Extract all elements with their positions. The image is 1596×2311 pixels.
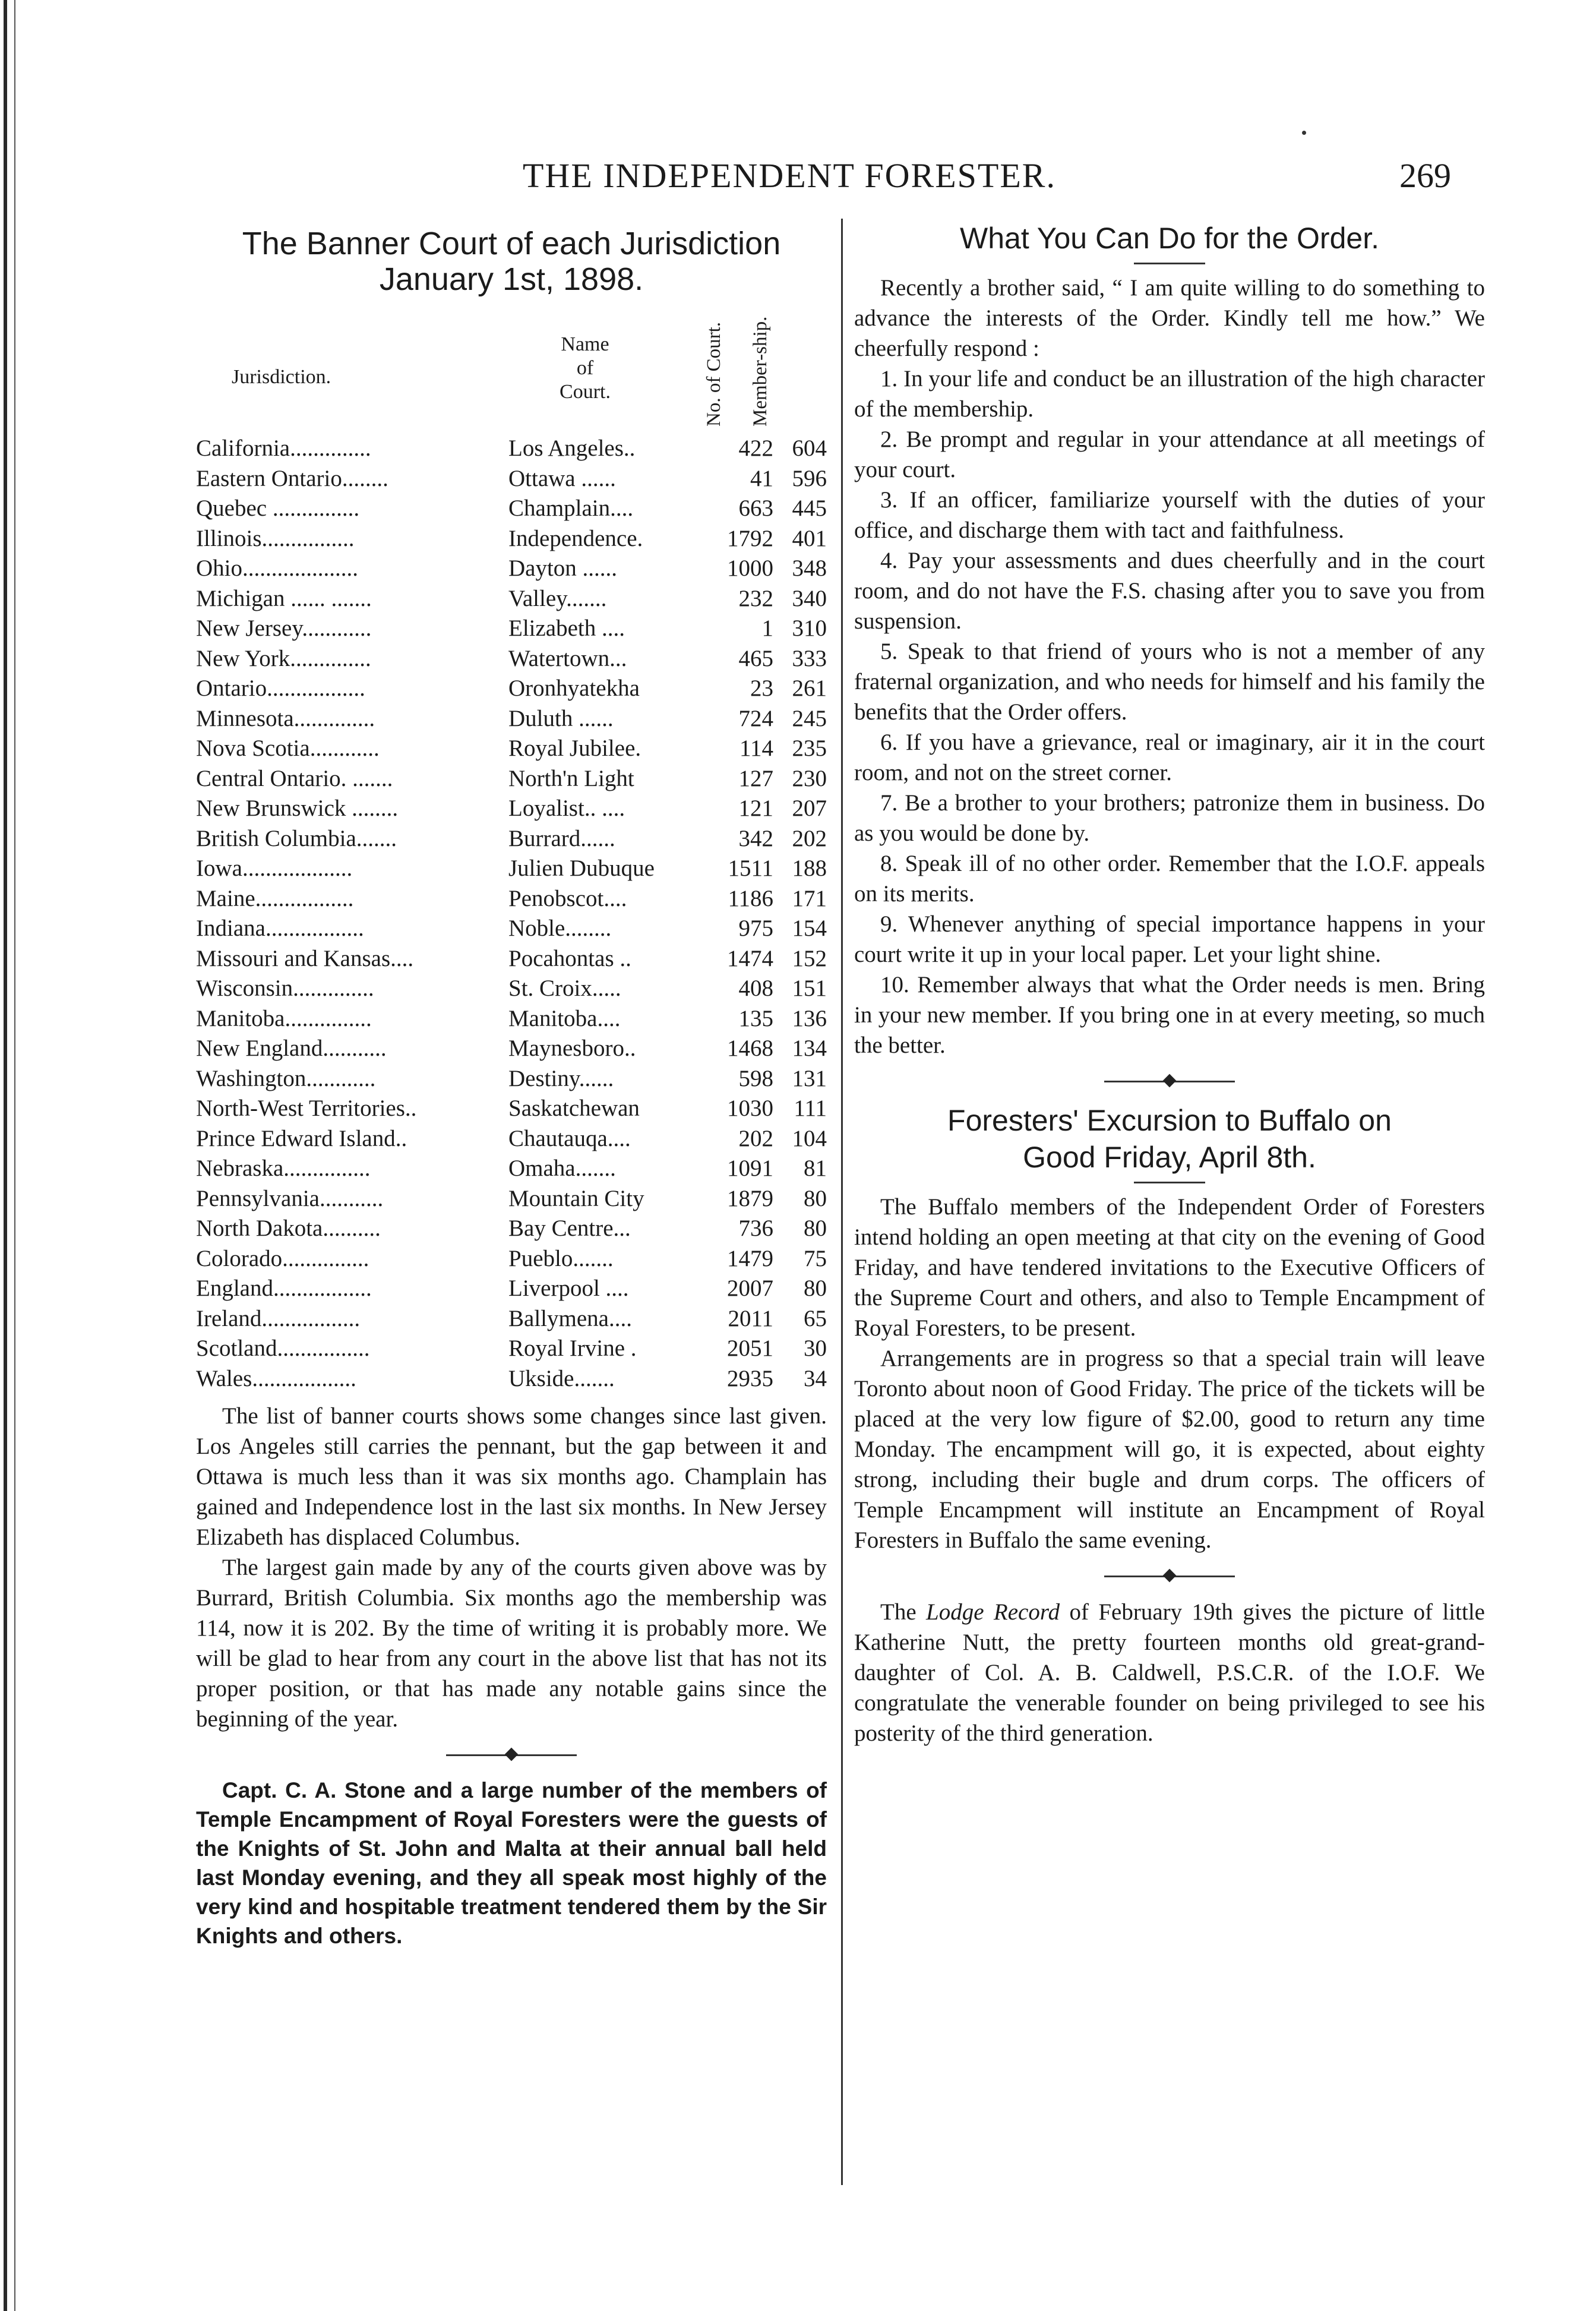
cell-court-name: Maynesboro..: [508, 1035, 636, 1061]
list-item: 2. Be prompt and regular in your attendance at all meetings of your court.: [854, 427, 1485, 482]
cell-court-number: 736: [738, 1216, 773, 1241]
cell-court-name: Bay Centre...: [508, 1216, 631, 1241]
cell-jurisdiction: New England...........: [196, 1035, 387, 1061]
cell-membership: 171: [792, 885, 827, 911]
cell-court-number: 1792: [727, 525, 773, 551]
col-jurisdiction: Jurisdiction.: [232, 366, 331, 388]
cell-jurisdiction: Central Ontario. .......: [196, 765, 393, 791]
table-row: [196, 1154, 827, 1184]
list-item: 7. Be a brother to your brothers; patronize them in business. Do as you would be done by.: [854, 790, 1485, 846]
cell-court-number: 465: [738, 645, 773, 671]
cell-court-number: 23: [750, 675, 773, 701]
cell-membership: 80: [804, 1216, 827, 1241]
cell-membership: 245: [792, 705, 827, 731]
cell-court-name: Ballymena....: [508, 1305, 632, 1331]
left-column: [196, 219, 827, 1950]
cell-jurisdiction: Iowa...................: [196, 855, 353, 881]
cell-membership: 65: [804, 1305, 827, 1331]
cell-jurisdiction: Manitoba...............: [196, 1005, 372, 1031]
cell-court-number: 663: [738, 495, 773, 521]
cell-jurisdiction: Washington............: [196, 1065, 376, 1091]
cell-jurisdiction: Wisconsin..............: [196, 975, 374, 1001]
table-row: [196, 734, 827, 764]
ornament-divider: [196, 1746, 827, 1764]
cell-membership: 30: [804, 1336, 827, 1361]
cell-court-number: 422: [738, 435, 773, 461]
cell-court-name: Mountain City: [508, 1185, 644, 1211]
cell-membership: 348: [792, 555, 827, 581]
cell-court-number: 1511: [728, 855, 773, 881]
cell-membership: 445: [792, 495, 827, 521]
cell-membership: 604: [792, 435, 827, 461]
cell-jurisdiction: Ohio....................: [196, 555, 358, 581]
cell-jurisdiction: Minnesota..............: [196, 705, 375, 731]
cell-jurisdiction: Colorado...............: [196, 1245, 369, 1271]
cell-jurisdiction: Pennsylvania...........: [196, 1185, 384, 1211]
table-row: [196, 1094, 827, 1124]
cell-court-name: Ukside.......: [508, 1365, 615, 1391]
banner-court-title: [196, 226, 827, 297]
ornament-divider: [854, 1567, 1485, 1585]
table-row: [196, 1274, 827, 1304]
excursion-paragraph-1: The Buffalo members of the Independent Order of Foresters intend holding an open meeting at that city on the evening of Good Friday, and have tendered invitations to the Executive Officers of the Supreme Court and others, and also to Temple Encampment of Royal Foresters, to be present.: [854, 1194, 1485, 1341]
cell-court-name: Oronhyatekha: [508, 675, 640, 701]
cell-court-name: Watertown...: [508, 645, 627, 671]
cell-jurisdiction: North Dakota..........: [196, 1216, 381, 1241]
cell-court-name: Loyalist.. ....: [508, 795, 625, 821]
cell-membership: 131: [792, 1065, 827, 1091]
table-row: [196, 524, 827, 554]
cell-court-number: 1879: [727, 1185, 773, 1211]
title-rule: [1134, 1182, 1205, 1183]
list-item: 1. In your life and conduct be an illustration of the high character of the membership.: [854, 366, 1485, 422]
table-row: [196, 464, 827, 494]
table-row: [196, 974, 827, 1004]
col-court-number: No. of Court.: [703, 322, 725, 427]
cell-court-number: 2007: [727, 1276, 773, 1301]
table-row: [196, 1244, 827, 1274]
cell-membership: 151: [792, 975, 827, 1001]
column-divider: [841, 219, 843, 2185]
table-row: [196, 1124, 827, 1154]
cell-court-number: 1030: [727, 1095, 773, 1121]
cell-court-name: Julien Dubuque: [508, 855, 655, 881]
table-row: [196, 1004, 827, 1034]
col-name-line1: Name: [561, 333, 609, 355]
table-row: [196, 1364, 827, 1394]
cell-court-number: 1186: [728, 885, 773, 911]
cell-jurisdiction: Prince Edward Island..: [196, 1125, 407, 1151]
cell-court-number: 2051: [727, 1336, 773, 1361]
cell-court-number: 1000: [727, 555, 773, 581]
table-row: [196, 1034, 827, 1064]
cell-court-name: Elizabeth ....: [508, 615, 625, 641]
right-column: [854, 219, 1485, 1748]
cell-jurisdiction: New Brunswick ........: [196, 795, 399, 821]
table-row: [196, 704, 827, 734]
cell-court-number: 598: [738, 1065, 773, 1091]
table-row: [196, 764, 827, 794]
table-row: [196, 884, 827, 914]
lodge-rest: of February 19th gives the picture of little Katherine Nutt, the pretty fourteen months old great-grand-daughter of Col. A. B. Caldwell, P.S.C.R. of the I.O.F. We congratulate the venerable founder on being privileged to see his posterity of the third generation.: [854, 1599, 1485, 1746]
cell-membership: 340: [792, 585, 827, 611]
cell-membership: 188: [792, 855, 827, 881]
cell-court-name: Royal Irvine .: [508, 1336, 637, 1361]
excursion-title-line1: Foresters' Excursion to Buffalo on: [947, 1104, 1392, 1137]
lodge-publication: Lodge Record: [926, 1599, 1060, 1625]
ink-speck: [1302, 131, 1306, 135]
excursion-paragraph-2: Arrangements are in progress so that a special train will leave Toronto about noon of Good Friday. The price of the tickets will be placed at the very low figure of $2.00, good to return any time Monday. The encampment will go, it is expected, about eighty strong, including their bugle and drum corps. The officers of Temple Encampment will institute an Encampment of Royal Foresters in Buffalo the same evening.: [854, 1346, 1485, 1553]
cell-membership: 80: [804, 1185, 827, 1211]
excursion-title: [854, 1102, 1485, 1176]
col-membership: Member-ship.: [750, 316, 771, 427]
banner-title-line2: January 1st, 1898.: [379, 261, 644, 297]
cell-court-number: 202: [738, 1125, 773, 1151]
title-rule: [1134, 263, 1205, 264]
cell-court-number: 127: [738, 765, 773, 791]
cell-membership: 333: [792, 645, 827, 671]
cell-court-name: Chautauqa....: [508, 1125, 631, 1151]
cell-jurisdiction: North-West Territories..: [196, 1095, 417, 1121]
cell-court-number: 2011: [728, 1305, 773, 1331]
cell-court-number: 41: [750, 465, 773, 491]
cell-membership: 136: [792, 1005, 827, 1031]
table-row: [196, 1064, 827, 1094]
cell-court-name: Penobscot....: [508, 885, 627, 911]
cell-jurisdiction: Nebraska...............: [196, 1156, 371, 1181]
cell-jurisdiction: New Jersey............: [196, 615, 372, 641]
table-row: [196, 584, 827, 614]
table-row: [196, 1304, 827, 1334]
cell-court-name: Liverpool ....: [508, 1276, 629, 1301]
table-row: [196, 494, 827, 524]
list-item: 5. Speak to that friend of yours who is not a member of any fraternal organization, and who needs for himself and his family the benefits that the Order offers.: [854, 639, 1485, 725]
banner-title-line1: The Banner Court of each Jurisdiction: [242, 226, 781, 261]
cell-membership: 154: [792, 915, 827, 941]
cell-court-number: 135: [738, 1005, 773, 1031]
cell-court-number: 114: [739, 735, 773, 761]
cell-court-name: North'n Light: [508, 765, 634, 791]
running-title: THE INDEPENDENT FORESTER.: [523, 156, 1056, 195]
table-row: [196, 854, 827, 884]
what-you-can-do-list: [854, 364, 1485, 1060]
cell-jurisdiction: Eastern Ontario........: [196, 465, 388, 491]
cell-court-name: Saskatchewan: [508, 1095, 640, 1121]
cell-court-number: 342: [738, 825, 773, 851]
cell-membership: 104: [792, 1125, 827, 1151]
table-row: [196, 1184, 827, 1214]
table-row: [196, 1334, 827, 1364]
cell-jurisdiction: Quebec ...............: [196, 495, 360, 521]
excursion-title-line2: Good Friday, April 8th.: [1023, 1141, 1316, 1174]
cell-jurisdiction: California..............: [196, 435, 371, 461]
cell-jurisdiction: Wales..................: [196, 1365, 356, 1391]
what-you-can-do-title: What You Can Do for the Order.: [960, 222, 1379, 255]
cell-membership: 80: [804, 1276, 827, 1301]
banner-paragraph-1: The list of banner courts shows some changes since last given. Los Angeles still carries the pennant, but the gap between it and Ottawa is much less than it was six months ago. Champlain has gained and Independence lost in the last six months. In New Jersey Elizabeth has displaced Columbus.: [196, 1403, 827, 1550]
cell-membership: 81: [804, 1156, 827, 1181]
table-row: [196, 1214, 827, 1244]
cell-membership: 111: [794, 1095, 827, 1121]
cell-membership: 235: [792, 735, 827, 761]
cell-court-name: Independence.: [508, 525, 643, 551]
ornament-divider: [854, 1072, 1485, 1090]
cell-court-name: Valley.......: [508, 585, 607, 611]
cell-court-name: St. Croix.....: [508, 975, 621, 1001]
cell-court-number: 724: [738, 705, 773, 731]
cell-jurisdiction: Nova Scotia............: [196, 735, 380, 761]
cell-court-name: Pueblo.......: [508, 1245, 614, 1271]
col-name: [535, 333, 636, 404]
cell-court-name: Los Angeles..: [508, 435, 636, 461]
cell-court-number: 1: [761, 615, 773, 641]
table-row: [196, 794, 827, 824]
cell-membership: 152: [792, 945, 827, 971]
cell-jurisdiction: England.................: [196, 1276, 372, 1301]
table-row: [196, 944, 827, 974]
cell-court-name: Dayton ......: [508, 555, 618, 581]
cell-court-number: 2935: [727, 1365, 773, 1391]
cell-court-number: 1474: [727, 945, 773, 971]
cell-court-number: 1468: [727, 1035, 773, 1061]
cell-jurisdiction: Ireland.................: [196, 1305, 361, 1331]
cell-membership: 207: [792, 795, 827, 821]
lodge-lead: The: [880, 1599, 927, 1625]
stone-paragraph: Capt. C. A. Stone and a large number of the members of Temple Encampment of Royal Foresters were the guests of the Knights of St. John and Malta at their annual ball held last Monday evening, and they all speak most highly of the very kind and hospitable treatment tendered them by the Sir Knights and others.: [196, 1778, 827, 1948]
table-row: [196, 914, 827, 944]
cell-court-number: 408: [738, 975, 773, 1001]
cell-court-name: Destiny......: [508, 1065, 614, 1091]
banner-paragraph-2: The largest gain made by any of the courts given above was by Burrard, British Columbia. Six months ago the membership was 114, now it is 202. By the time of writing it is probably more. We will be glad to hear from any court in the above list that has not its proper position, or that has made any notable gains since the beginning of the year.: [196, 1555, 827, 1732]
cell-court-name: Pocahontas ..: [508, 945, 631, 971]
cell-court-number: 232: [738, 585, 773, 611]
cell-court-name: Champlain....: [508, 495, 634, 521]
cell-court-name: Burrard......: [508, 825, 615, 851]
table-row: [196, 434, 827, 464]
lodge-record-paragraph: [854, 1597, 1485, 1748]
cell-membership: 134: [792, 1035, 827, 1061]
col-name-line2: of: [576, 357, 594, 379]
what-you-can-do-intro: Recently a brother said, “ I am quite willing to do something to advance the interests of the Order. Kindly tell me how.” We cheerfully respond :: [854, 275, 1485, 361]
cell-court-number: 1091: [727, 1156, 773, 1181]
cell-court-name: Duluth ......: [508, 705, 614, 731]
page-number: 269: [1399, 156, 1451, 195]
list-item: 9. Whenever anything of special importance happens in your court write it up in your local paper. Let your light shine.: [854, 911, 1485, 967]
list-item: 4. Pay your assessments and dues cheerfully and in the court room, and do not have the F.S. chasing after you to save you from suspension.: [854, 548, 1485, 634]
col-name-line3: Court.: [560, 381, 611, 403]
cell-court-name: Ottawa ......: [508, 465, 616, 491]
cell-jurisdiction: Ontario.................: [196, 675, 365, 701]
cell-membership: 202: [792, 825, 827, 851]
list-item: 8. Speak ill of no other order. Remember that the I.O.F. appeals on its merits.: [854, 851, 1485, 907]
cell-jurisdiction: New York..............: [196, 645, 371, 671]
list-item: 6. If you have a grievance, real or imaginary, air it in the court room, and not on the street corner.: [854, 730, 1485, 785]
binding-edge-thin: [14, 0, 15, 2311]
list-item: 3. If an officer, familiarize yourself with the duties of your office, and discharge them with tact and faithfulness.: [854, 487, 1485, 543]
banner-table: [196, 434, 827, 1394]
cell-jurisdiction: Michigan ...... .......: [196, 585, 372, 611]
table-row: [196, 674, 827, 704]
cell-court-number: 975: [738, 915, 773, 941]
table-header: [196, 309, 827, 434]
cell-court-name: Manitoba....: [508, 1005, 621, 1031]
table-row: [196, 644, 827, 674]
cell-membership: 596: [792, 465, 827, 491]
table-row: [196, 614, 827, 644]
cell-membership: 230: [792, 765, 827, 791]
cell-jurisdiction: Illinois................: [196, 525, 355, 551]
cell-jurisdiction: Scotland................: [196, 1336, 370, 1361]
cell-jurisdiction: Missouri and Kansas....: [196, 945, 414, 971]
cell-court-name: Omaha.......: [508, 1156, 616, 1181]
table-row: [196, 554, 827, 584]
binding-edge: [4, 0, 7, 2311]
cell-membership: 75: [804, 1245, 827, 1271]
cell-membership: 34: [804, 1365, 827, 1391]
cell-court-number: 121: [738, 795, 773, 821]
cell-membership: 401: [792, 525, 827, 551]
table-row: [196, 824, 827, 854]
cell-court-number: 1479: [727, 1245, 773, 1271]
cell-court-name: Noble........: [508, 915, 612, 941]
cell-membership: 310: [792, 615, 827, 641]
cell-jurisdiction: Maine.................: [196, 885, 354, 911]
cell-jurisdiction: British Columbia.......: [196, 825, 397, 851]
cell-membership: 261: [792, 675, 827, 701]
list-item: 10. Remember always that what the Order needs is men. Bring in your new member. If you bring one in at every meeting, so much the better.: [854, 972, 1485, 1058]
cell-jurisdiction: Indiana.................: [196, 915, 364, 941]
cell-court-name: Royal Jubilee.: [508, 735, 641, 761]
